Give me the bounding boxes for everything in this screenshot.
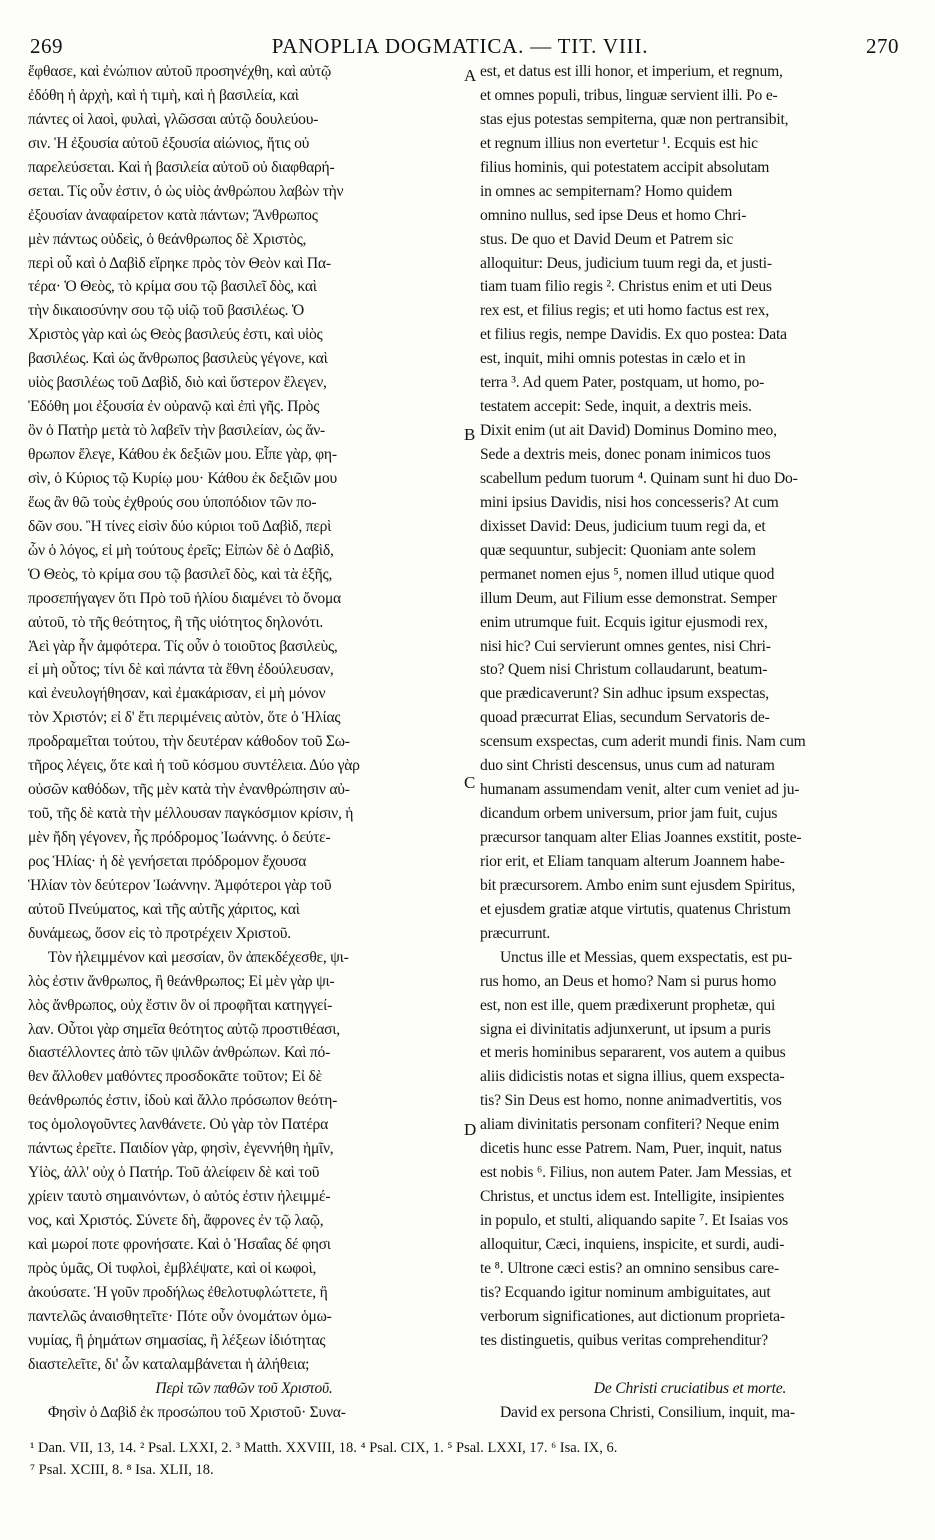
greek-text-line: πάντες οἱ λαοὶ, φυλαὶ, γλῶσσαι αὐτῷ δουλεύου- xyxy=(28,110,319,128)
greek-text-line: καὶ ἐνευλογήθησαν, καὶ ἐμακάρισαν, εἰ μὴ μόνον xyxy=(28,685,326,703)
greek-text-line: τὴν δικαιοσύνην σου τῷ υἱῷ τοῦ βασιλέως. Ὁ xyxy=(28,302,304,320)
latin-text-line: te ⁸. Ultrone cæci estis? an omnino sensibus care- xyxy=(480,1259,779,1277)
latin-text-line: scabellum pedum tuorum ⁴. Quinam sunt hi duo Do- xyxy=(480,469,798,487)
greek-text-line: νυμίας, ἢ ῥημάτων σημασίας, ἢ λέξεων ἰδιότητας xyxy=(28,1331,326,1349)
greek-text-line: πρὸς ὑμᾶς, Οἱ τυφλοὶ, ἐμβλέψατε, καὶ οἱ κωφοὶ, xyxy=(28,1259,317,1277)
latin-text-line: humanam assumendam venit, alter cum veniet ad ju- xyxy=(480,781,800,799)
latin-text-line: et regnum illius non evertetur ¹. Ecquis est hic xyxy=(480,134,758,152)
latin-text-line: rior erit, et Eliam tanquam alterum Joannem habe- xyxy=(480,852,785,870)
greek-text-line: Φησὶν ὁ Δαβὶδ ἐκ προσώπου τοῦ Χριστοῦ· Συνα- xyxy=(48,1403,346,1421)
greek-text-line: σιν. Ἡ ἐξουσία αὐτοῦ ἐξουσία αἰώνιος, ἥτις οὐ xyxy=(28,134,310,152)
greek-text-line: Ὁ Θεὸς, τὸ κρίμα σου τῷ βασιλεῖ δὸς, καὶ τὰ ἑξῆς, xyxy=(28,565,333,583)
greek-text-line: τὸν Χριστόν; εἰ δ' ἔτι περιμένεις αὐτὸν, ὅτε ὁ Ἡλίας xyxy=(28,709,341,727)
latin-text-line: est, inquit, mihi omnis potestas in cælo et in xyxy=(480,350,746,368)
latin-text-line: aliam divinitatis personam confiteri? Neque enim xyxy=(480,1116,780,1134)
greek-text-line: ὃν ὁ Πατὴρ μετὰ τὸ λαβεῖν τὴν βασιλείαν, ὡς ἄν- xyxy=(28,422,325,440)
latin-text-line: in populo, et stulti, aliquando sapite ⁷. Et Isaias vos xyxy=(480,1212,789,1229)
latin-text-line: Sede a dextris meis, donec ponam inimicos tuos xyxy=(480,446,771,463)
page-number-right: 270 xyxy=(866,34,899,58)
latin-column xyxy=(480,60,900,1424)
greek-text-line: τος ὁμολογοῦντες λανθάνετε. Οὐ γὰρ τὸν Πατέρα xyxy=(28,1116,329,1134)
greek-text-line: παρελεύσεται. Καὶ ἡ βασιλεία αὐτοῦ οὐ διαφθαρή- xyxy=(28,158,335,176)
latin-text-line: illum Deum, aut Filium esse demonstrat. Semper xyxy=(480,589,777,607)
greek-text-line: εἰ μὴ οὗτος; τίνι δὲ καὶ πάντα τὰ ἔθνη ἐδούλευσαν, xyxy=(28,661,334,679)
greek-text-line: ἐδόθη ἡ ἀρχὴ, καὶ ἡ τιμὴ, καὶ ἡ βασιλεία, καὶ xyxy=(28,86,299,104)
greek-text-line: λαν. Οὗτοι γὰρ σημεῖα θεότητος αὐτῷ προστιθέασι, xyxy=(28,1020,340,1038)
latin-text-line: rus homo, an Deus et homo? Nam si purus homo xyxy=(480,972,777,990)
greek-text-line: Περὶ τῶν παθῶν τοῦ Χριστοῦ. xyxy=(155,1379,333,1397)
greek-text-line: διαστέλλοντες ἀπὸ τῶν ψιλῶν ἀνθρώπων. Καὶ πό- xyxy=(28,1044,331,1062)
latin-text-line: duo sint Christi descensus, unus cum ad naturam xyxy=(480,757,775,775)
latin-text-line: est nobis ⁶. Filius, non autem Pater. Jam Messias, et xyxy=(480,1164,792,1182)
latin-text-line: in omnes ac sempiternam? Homo quidem xyxy=(480,182,733,200)
latin-text-line: dixisset David: Deus, judicium tuum regi da, et xyxy=(480,517,766,535)
greek-text-line: σὶν, ὁ Κύριος τῷ Κυρίῳ μου· Κάθου ἐκ δεξιῶν μου xyxy=(28,469,337,487)
latin-text-line: filius hominis, qui potestatem accipit absolutam xyxy=(480,158,770,176)
latin-text-line: testatem accepit: Sede, inquit, a dextris meis. xyxy=(480,398,752,416)
greek-text-line: δῶν σου. Ἢ τίνες εἰσὶν δύο κύριοι τοῦ Δαβὶδ, περὶ xyxy=(28,517,332,535)
latin-text-line: signa ei divinitatis adjunxerunt, ut ipsum a puris xyxy=(480,1020,771,1038)
latin-text-line: permanet nomen ejus ⁵, nomen illud utique quod xyxy=(480,565,775,583)
latin-text-line: rex est, et filius regis; et uti homo factus est rex, xyxy=(480,302,770,320)
greek-text-line: Ἡλίαν τὸν δεύτερον Ἰωάννην. Ἀμφότεροι γὰρ τοῦ xyxy=(28,876,332,894)
greek-text-line: θρωπον ἔλεγε, Κάθου ἐκ δεξιῶν μου. Εἶπε γὰρ, φη- xyxy=(28,446,337,463)
margin-letter-b: B xyxy=(464,425,476,444)
latin-text-line: verborum significationes, aut dictionum proprieta- xyxy=(480,1307,785,1325)
footnote-line: ¹ Dan. VII, 13, 14. ² Psal. LXXI, 2. ³ Matth. XXVIII, 18. ⁴ Psal. CIX, 1. ⁵ Psal. LXXI, 17. ⁶ Isa. IX, 6. xyxy=(30,1440,618,1456)
greek-text-line: καὶ μωροί ποτε φρονήσατε. Καὶ ὁ Ἡσαΐας δέ φησι xyxy=(28,1235,331,1253)
greek-text-line: διαστελεῖτε, δι' ὧν καταλαμβάνεται ἡ ἀλήθεια; xyxy=(28,1355,310,1373)
latin-text-line: Unctus ille et Messias, quem exspectatis, est pu- xyxy=(500,948,793,966)
latin-text-line: et ejusdem gratiæ atque virtutis, quatenus Christum xyxy=(480,900,791,918)
latin-text-line: Dixit enim (ut ait David) Dominus Domino meo, xyxy=(480,422,777,440)
greek-text-line: μὲν ἤδη γέγονεν, ἧς πρόδρομος Ἰωάννης. ὁ δεύτε- xyxy=(28,829,331,846)
greek-text-line: ἕως ἂν θῶ τοὺς ἐχθρούς σου ὑποπόδιον τῶν πο- xyxy=(28,493,317,511)
latin-text-line: mini ipsius Davidis, nisi hos concesseris? At cum xyxy=(480,493,779,511)
greek-text-line: προσεπήγαγεν ὅτι Πρὸ τοῦ ἡλίου διαμένει τὸ ὄνομα xyxy=(28,589,341,607)
greek-text-line: ἀκούσατε. Ἡ γοῦν προδήλως ἐθελοτυφλώττετε, ἢ xyxy=(28,1283,328,1301)
greek-text-line: λὸς ἄνθρωπος, οὐχ ἔστιν ὃν οἱ προφῆται κατηγγεί- xyxy=(28,996,333,1014)
greek-text-line: τέρα· Ὁ Θεὸς, τὸ κρίμα σου τῷ βασιλεῖ δὸς, καὶ xyxy=(28,278,317,296)
greek-text-line: τοῦ, τῆς δὲ κατὰ τὴν μέλλουσαν παγκόσμιον κρίσιν, ἡ xyxy=(28,805,354,823)
latin-text-line: tis? Ecquando igitur nominum ambiguitates, aut xyxy=(480,1283,771,1301)
greek-text-line: ὧν ὁ λόγος, εἰ μὴ τούτους ἐρεῖς; Εἰπὼν δὲ ὁ Δαβὶδ, xyxy=(28,541,334,559)
latin-text-line: enim utrumque fuit. Ecquis igitur ejusmodi rex, xyxy=(480,613,768,631)
greek-text-line: πάντως ἐρεῖτε. Παιδίον γὰρ, φησὶν, ἐγεννήθη ἡμῖν, xyxy=(28,1140,334,1158)
latin-text-line: stas ejus potestas sempiterna, quæ non pertransibit, xyxy=(480,110,789,128)
latin-text-line: que prædicaverunt? Sin adhuc ipsum exspectas, xyxy=(480,685,769,703)
greek-text-line: παντελῶς ἀναισθητεῖτε· Πότε οὖν ὀνομάτων ὁμω- xyxy=(28,1307,332,1325)
latin-text-line: De Christi cruciatibus et morte. xyxy=(593,1379,787,1397)
latin-text-line: alloquitur: Deus, judicium tuum regi da, et justi- xyxy=(480,254,772,272)
greek-text-line: θεάνθρωπός ἐστιν, ἰδοὺ καὶ ἄλλο πρόσωπον θεότη- xyxy=(28,1092,338,1110)
greek-text-line: θεν ἄλλοθεν μαθόντες προσδοκᾶτε τοῦτον; Εἰ δὲ xyxy=(28,1068,322,1086)
greek-text-line: δυνάμεως, ὅσον εἰς τὸ προτρέχειν Χριστοῦ. xyxy=(28,924,291,942)
latin-text-line: terra ³. Ad quem Pater, postquam, ut homo, po- xyxy=(480,374,765,392)
latin-text-line: est, et datus est illi honor, et imperium, et regnum, xyxy=(480,63,783,80)
latin-text-line: David ex persona Christi, Consilium, inquit, ma- xyxy=(500,1403,795,1421)
greek-text-line: προδραμεῖται τούτου, τὴν δευτέραν κάθοδον τοῦ Σω- xyxy=(28,733,350,751)
margin-letter-c: C xyxy=(464,773,476,792)
greek-text-line: Υἱὸς, ἀλλ' οὐχ ὁ Πατήρ. Τοῦ ἀλείφειν δὲ καὶ τοῦ xyxy=(28,1164,320,1182)
latin-text-line xyxy=(480,1353,900,1377)
greek-text-line: βασιλέως. Καὶ ὡς ἄνθρωπος βασιλεὺς γέγονε, καὶ xyxy=(28,350,328,368)
footnotes xyxy=(30,1437,910,1481)
greek-text-line: υἱὸς βασιλέως τοῦ Δαβὶδ, διὸ καὶ ὕστερον ἔλεγεν, xyxy=(28,374,327,392)
greek-text-line: νος, καὶ Χριστός. Σύνετε δὴ, ἄφρονες ἐν τῷ λαῷ, xyxy=(28,1212,324,1229)
latin-text-line: Christus, et unctus idem est. Intelligite, insipientes xyxy=(480,1188,785,1206)
greek-text-line: Τὸν ἠλειμμένον καὶ μεσσίαν, ὃν ἀπεκδέχεσθε, ψι- xyxy=(48,948,349,966)
greek-text-line: Ἐδόθη μοι ἐξουσία ἐν οὐρανῷ καὶ ἐπὶ γῆς. Πρὸς xyxy=(28,398,320,416)
greek-text-line: Ἀεὶ γὰρ ἦν ἀμφότερα. Τίς οὖν ὁ τοιοῦτος βασιλεὺς, xyxy=(28,637,338,655)
latin-text-line: tes distinguetis, quibus veritas comprehenditur? xyxy=(480,1331,768,1349)
latin-text-line: stus. De quo et David Deum et Patrem sic xyxy=(480,230,734,248)
greek-text-line: αὐτοῦ, τὸ τῆς θεότητος, ἢ τῆς υἱότητος δηλονότι. xyxy=(28,613,324,631)
margin-letter-a: A xyxy=(464,66,477,85)
greek-text-line: λὸς ἐστιν ἄνθρωπος, ἢ θεάνθρωπος; Εἰ μὲν γὰρ ψι- xyxy=(28,972,335,990)
latin-text-line: et omnes populi, tribus, linguæ servient illi. Po e- xyxy=(480,86,778,104)
greek-text-line: ἔφθασε, καὶ ἐνώπιον αὐτοῦ προσηνέχθη, καὶ αὐτῷ xyxy=(28,63,332,80)
latin-text-line: est, non est ille, quem prædixerunt prophetæ, qui xyxy=(480,996,776,1014)
latin-text-line: præcurrunt. xyxy=(480,924,551,942)
latin-text-line: et filius regis, nempe Davidis. Ex quo postea: Data xyxy=(480,326,787,344)
greek-text-line: Χριστὸς γὰρ καὶ ὡς Θεὸς βασιλεύς ἐστι, καὶ υἱὸς xyxy=(28,326,323,344)
greek-text-line: οὐσῶν καθόδων, τῆς μὲν κατὰ τὴν ἐνανθρώπησιν αὐ- xyxy=(28,781,350,799)
latin-text-line: quæ sequuntur, subjecit: Quoniam ante solem xyxy=(480,541,756,559)
margin-letter-d: D xyxy=(464,1120,477,1139)
footnote-line: ⁷ Psal. XCIII, 8. ⁸ Isa. XLII, 18. xyxy=(30,1462,214,1478)
latin-text-line: tis? Sin Deus est homo, nonne animadvertitis, vos xyxy=(480,1092,782,1110)
greek-text-line: ρος Ἡλίας· ἡ δὲ γενήσεται πρόδρομον ἔχουσα xyxy=(28,852,307,870)
running-title: PANOPLIA DOGMATICA. — TIT. VIII. xyxy=(271,34,649,58)
latin-text-line: nisi hic? Cui servierunt omnes gentes, nisi Chri- xyxy=(480,637,771,655)
latin-text-line: dicandum orbem universum, prior jam fuit, cujus xyxy=(480,805,778,823)
latin-text-line: quoad præcurrat Elias, secundum Servatoris de- xyxy=(480,709,770,727)
greek-text-line: περὶ οὗ καὶ ὁ Δαβὶδ εἴρηκε πρὸς τὸν Θεὸν καὶ Πα- xyxy=(28,254,331,272)
greek-text-line: τῆρος λέγεις, ὅτε καὶ ἡ τοῦ κόσμου συντέλεια. Δύο γὰρ xyxy=(28,757,360,775)
greek-text-line: αὐτοῦ Πνεύματος, καὶ τῆς αὐτῆς χάριτος, καὶ xyxy=(28,900,300,918)
latin-text-line: bit præcursorem. Ambo enim sunt ejusdem Spiritus, xyxy=(480,876,796,894)
greek-text-line: ἐξουσίαν ἀναφαίρετον κατὰ πάντων; Ἄνθρωπος xyxy=(28,206,318,224)
latin-text-line: omnino nullus, sed ipse Deus et homo Chri- xyxy=(480,206,747,224)
latin-text-line: dicetis hunc esse Patrem. Nam, Puer, inquit, natus xyxy=(480,1140,782,1158)
greek-column xyxy=(28,60,460,1424)
greek-text-line: χρίειν ταυτὸ σημαινόντων, ὁ αὐτός ἐστιν ἠλειμμέ- xyxy=(28,1188,331,1206)
greek-text-line: σεται. Τίς οὖν ἐστιν, ὁ ὡς υἱὸς ἀνθρώπου λαβὼν τὴν xyxy=(28,182,344,200)
latin-text-line: scensum exspectas, cum aderit mundi finis. Nam cum xyxy=(480,733,806,751)
latin-text-line: sto? Quem nisi Christum collaudarunt, beatum- xyxy=(480,661,768,679)
latin-text-line: alloquitur, Cæci, inquiens, inspicite, et surdi, audi- xyxy=(480,1235,785,1253)
latin-text-line: tiam tuam filio regis ². Christus enim et uti Deus xyxy=(480,278,772,296)
latin-text-line: aliis didicistis notas et signa illius, quem exspecta- xyxy=(480,1068,785,1086)
greek-text-line: μὲν πάντως οὐδεὶς, ὁ θεάνθρωπος δὲ Χριστὸς, xyxy=(28,230,307,248)
latin-text-line: et meris hominibus separarent, vos autem a quibus xyxy=(480,1044,786,1062)
page-number-left: 269 xyxy=(30,34,63,58)
latin-text-line: præcursor tanquam alter Elias Joannes exstitit, poste- xyxy=(480,829,802,846)
